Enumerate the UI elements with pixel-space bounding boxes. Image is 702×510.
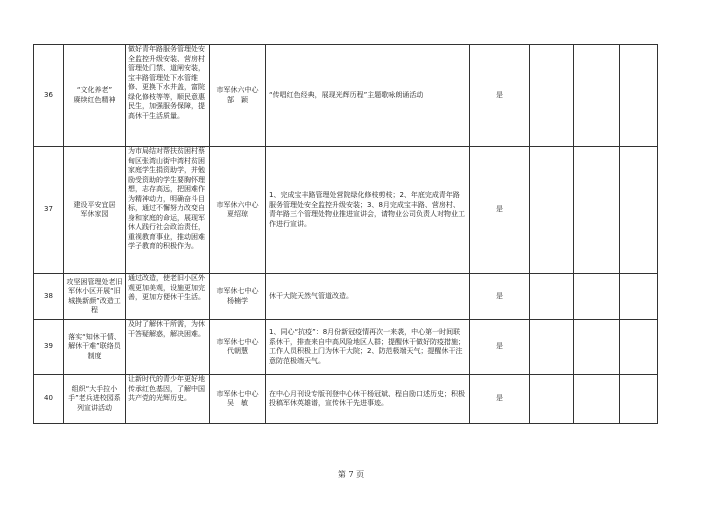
cell-progress: “传唱红色经典，展现光辉历程”主题歌咏朗诵活动 [266, 45, 470, 147]
cell-description [126, 320, 210, 375]
cell-description-text: 通过改造，使老旧小区外观更加美观，设施更加完善，更加方便休干生活。 [128, 274, 205, 301]
cell-description-text: 及时了解休干所需，为休干答疑解惑，解决困难。 [128, 320, 205, 338]
cell-completed-flag: 是 [470, 320, 530, 375]
cell-project-name: 攻坚困管理处老旧军休小区开展“旧城换新颜”改造工程 [64, 274, 126, 320]
cell-project-name: 落实“知休干情、解休干难”联络员制度 [64, 320, 126, 375]
cell-number: 38 [34, 274, 64, 320]
work-plan-table [33, 44, 658, 424]
cell-blank [574, 45, 620, 147]
table-row [34, 320, 658, 375]
cell-number: 39 [34, 320, 64, 375]
table-body [34, 45, 658, 424]
table-row [34, 375, 658, 424]
cell-description-text: 让新时代的青少年更好地传承红色基因，了解中国共产党的光辉历史。 [128, 375, 205, 402]
cell-number: 40 [34, 375, 64, 424]
page-number: 第 7 页 [337, 470, 365, 479]
cell-blank [574, 147, 620, 274]
cell-progress: 休干大院天然气管道改造。 [266, 274, 470, 320]
cell-number: 36 [34, 45, 64, 147]
table-row [34, 45, 658, 147]
cell-completed-flag: 是 [470, 274, 530, 320]
cell-progress: 在中心月刊设专版刊登中心休干杨冠斌、程自励口述历史；积极投稿军休英雄谱，宣传休干先进事迹。 [266, 375, 470, 424]
table-row [34, 147, 658, 274]
cell-responsible: 市军休七中心 代朝慧 [210, 320, 266, 375]
cell-blank [530, 274, 574, 320]
cell-description [126, 375, 210, 424]
cell-blank [620, 45, 658, 147]
cell-project-name: “文化养老” 赓续红色精神 [64, 45, 126, 147]
cell-responsible: 市军休六中心 夏绍琼 [210, 147, 266, 274]
cell-description [126, 274, 210, 320]
cell-blank [620, 147, 658, 274]
cell-number: 37 [34, 147, 64, 274]
cell-blank [574, 320, 620, 375]
cell-completed-flag: 是 [470, 45, 530, 147]
cell-responsible: 市军休七中心 杨楠学 [210, 274, 266, 320]
cell-responsible: 市军休六中心 郜 颖 [210, 45, 266, 147]
cell-blank [620, 320, 658, 375]
cell-description-text: 做好青年路服务管理处安全监控升级安装、营房村管理处门禁、道闸安装，宝丰路管理处下水管维修、更换下水井盖，富院绿化修枝等等，顺民意惠民生，加强服务保障，提高休干生活质量。 [128, 45, 205, 120]
cell-project-name: 组织“大手拉小手”老兵进校园系列宣讲活动 [64, 375, 126, 424]
cell-completed-flag: 是 [470, 375, 530, 424]
cell-completed-flag: 是 [470, 147, 530, 274]
cell-description [126, 147, 210, 274]
cell-blank [530, 320, 574, 375]
cell-blank [574, 274, 620, 320]
cell-responsible: 市军休七中心 吴 敏 [210, 375, 266, 424]
cell-description [126, 45, 210, 147]
cell-blank [530, 375, 574, 424]
cell-blank [574, 375, 620, 424]
table-row [34, 274, 658, 320]
cell-blank [620, 375, 658, 424]
cell-progress: 1、同心“抗疫”：8月份新冠疫情再次一来袭，中心第一时间联系休干，排查来自中高风险地区人群；提醒休干做好防疫措施；工作人员积极上门为休干大院；2、防范极端天气；提醒休干注意防范极端天气。 [266, 320, 470, 375]
cell-project-name: 建设平安宜居 军休家园 [64, 147, 126, 274]
cell-blank [530, 147, 574, 274]
cell-blank [530, 45, 574, 147]
cell-blank [620, 274, 658, 320]
cell-description-text: 为市局结对帮扶贫困村蔡甸区张湾山街中湾村贫困家庭学生捐资助学，并勉励受资助的学生要胸怀理想，志存高远，把困难作为精神动力，明确奋斗目标，通过不懈努力改变自身和家庭的命运，展现军休人践行社会政治责任，重视教育事业，推动困难学子教育的积极作为。 [128, 147, 205, 250]
cell-progress: 1、完成宝丰路管理处营院绿化修枝剪枝；2、年底完成青年路服务管理处安全监控升级安装；3、8月完成宝丰路、营房村、青年路三个管理处物业推进宣讲会，请物业公司负责人对物业工作进行宣讲。 [266, 147, 470, 274]
